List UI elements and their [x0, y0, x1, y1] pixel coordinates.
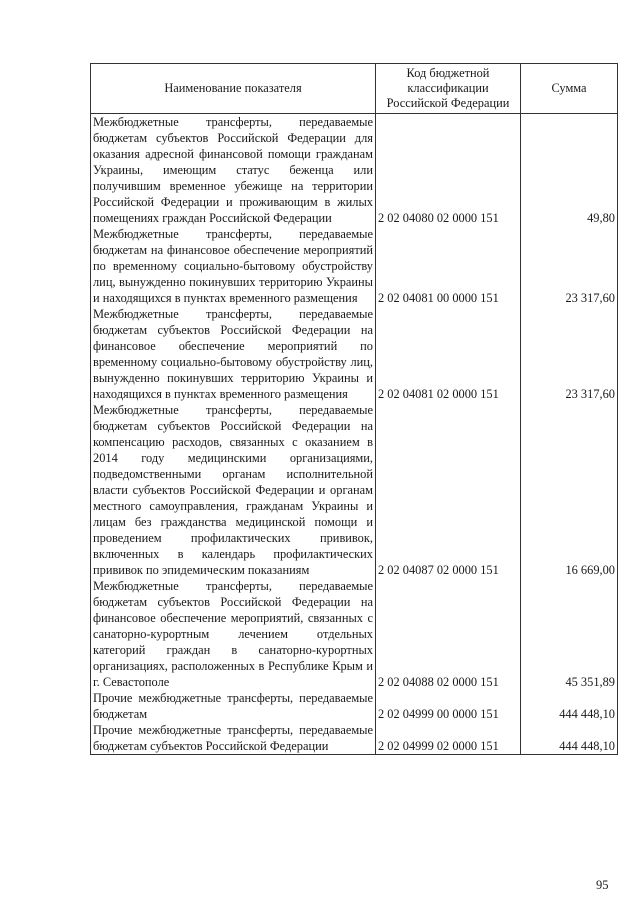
row-code: 2 02 04088 02 0000 151	[376, 578, 521, 690]
header-name: Наименование показателя	[91, 64, 376, 114]
table-row	[91, 306, 618, 402]
row-sum: 444 448,10	[521, 722, 618, 755]
row-sum: 23 317,60	[521, 306, 618, 402]
table-row	[91, 114, 618, 227]
row-name: Межбюджетные трансферты, передаваемые бюджетам субъектов Российской Федерации для оказания адресной финансовой помощи гражданам Украины, имеющим статус беженца или получившим временное убежище на территории Российской Федерации и проживающим в жилых помещениях граждан Российской Федерации	[91, 114, 376, 227]
table-row	[91, 402, 618, 578]
row-name: Прочие межбюджетные трансферты, передаваемые бюджетам	[91, 690, 376, 722]
row-name: Прочие межбюджетные трансферты, передаваемые бюджетам субъектов Российской Федерации	[91, 722, 376, 755]
row-sum: 49,80	[521, 114, 618, 227]
row-name: Межбюджетные трансферты, передаваемые бюджетам субъектов Российской Федерации на финансовое обеспечение мероприятий, связанных с санаторно-курортным лечением отдельных категорий граждан в санаторно-курортных организациях, расположенных в Республике Крым и г. Севастополе	[91, 578, 376, 690]
table-body	[91, 114, 618, 755]
table-row	[91, 226, 618, 306]
row-code: 2 02 04999 02 0000 151	[376, 722, 521, 755]
page-number: 95	[596, 878, 609, 892]
row-code: 2 02 04081 02 0000 151	[376, 306, 521, 402]
table-row	[91, 722, 618, 755]
table-row	[91, 578, 618, 690]
row-code: 2 02 04087 02 0000 151	[376, 402, 521, 578]
row-sum: 45 351,89	[521, 578, 618, 690]
row-code: 2 02 04999 00 0000 151	[376, 690, 521, 722]
table-header	[91, 64, 618, 114]
header-sum: Сумма	[521, 64, 618, 114]
row-name: Межбюджетные трансферты, передаваемые бюджетам субъектов Российской Федерации на финансовое обеспечение мероприятий по временному социально-бытовому обустройству лиц, вынужденно покинувших территорию Украины и находящихся в пунктах временного размещения	[91, 306, 376, 402]
header-code: Код бюджетной классификации Российской Федерации	[376, 64, 521, 114]
row-code: 2 02 04080 02 0000 151	[376, 114, 521, 227]
row-name: Межбюджетные трансферты, передаваемые бюджетам на финансовое обеспечение мероприятий по временному социально-бытовому обустройству лиц, вынужденно покинувших территорию Украины и находящихся в пунктах временного размещения	[91, 226, 376, 306]
budget-table	[90, 63, 618, 755]
row-code: 2 02 04081 00 0000 151	[376, 226, 521, 306]
header-row	[91, 64, 618, 114]
table-row	[91, 690, 618, 722]
row-sum: 23 317,60	[521, 226, 618, 306]
row-sum: 16 669,00	[521, 402, 618, 578]
row-name: Межбюджетные трансферты, передаваемые бюджетам субъектов Российской Федерации на компенсацию расходов, связанных с оказанием в 2014 году медицинскими организациями, подведомственными органам исполнительной власти субъектов Российской Федерации и органам местного самоуправления, гражданам Украины и лицам без гражданства медицинской помощи и проведением профилактических прививок, включенных в календарь профилактических прививок по эпидемическим показаниям	[91, 402, 376, 578]
row-sum: 444 448,10	[521, 690, 618, 722]
